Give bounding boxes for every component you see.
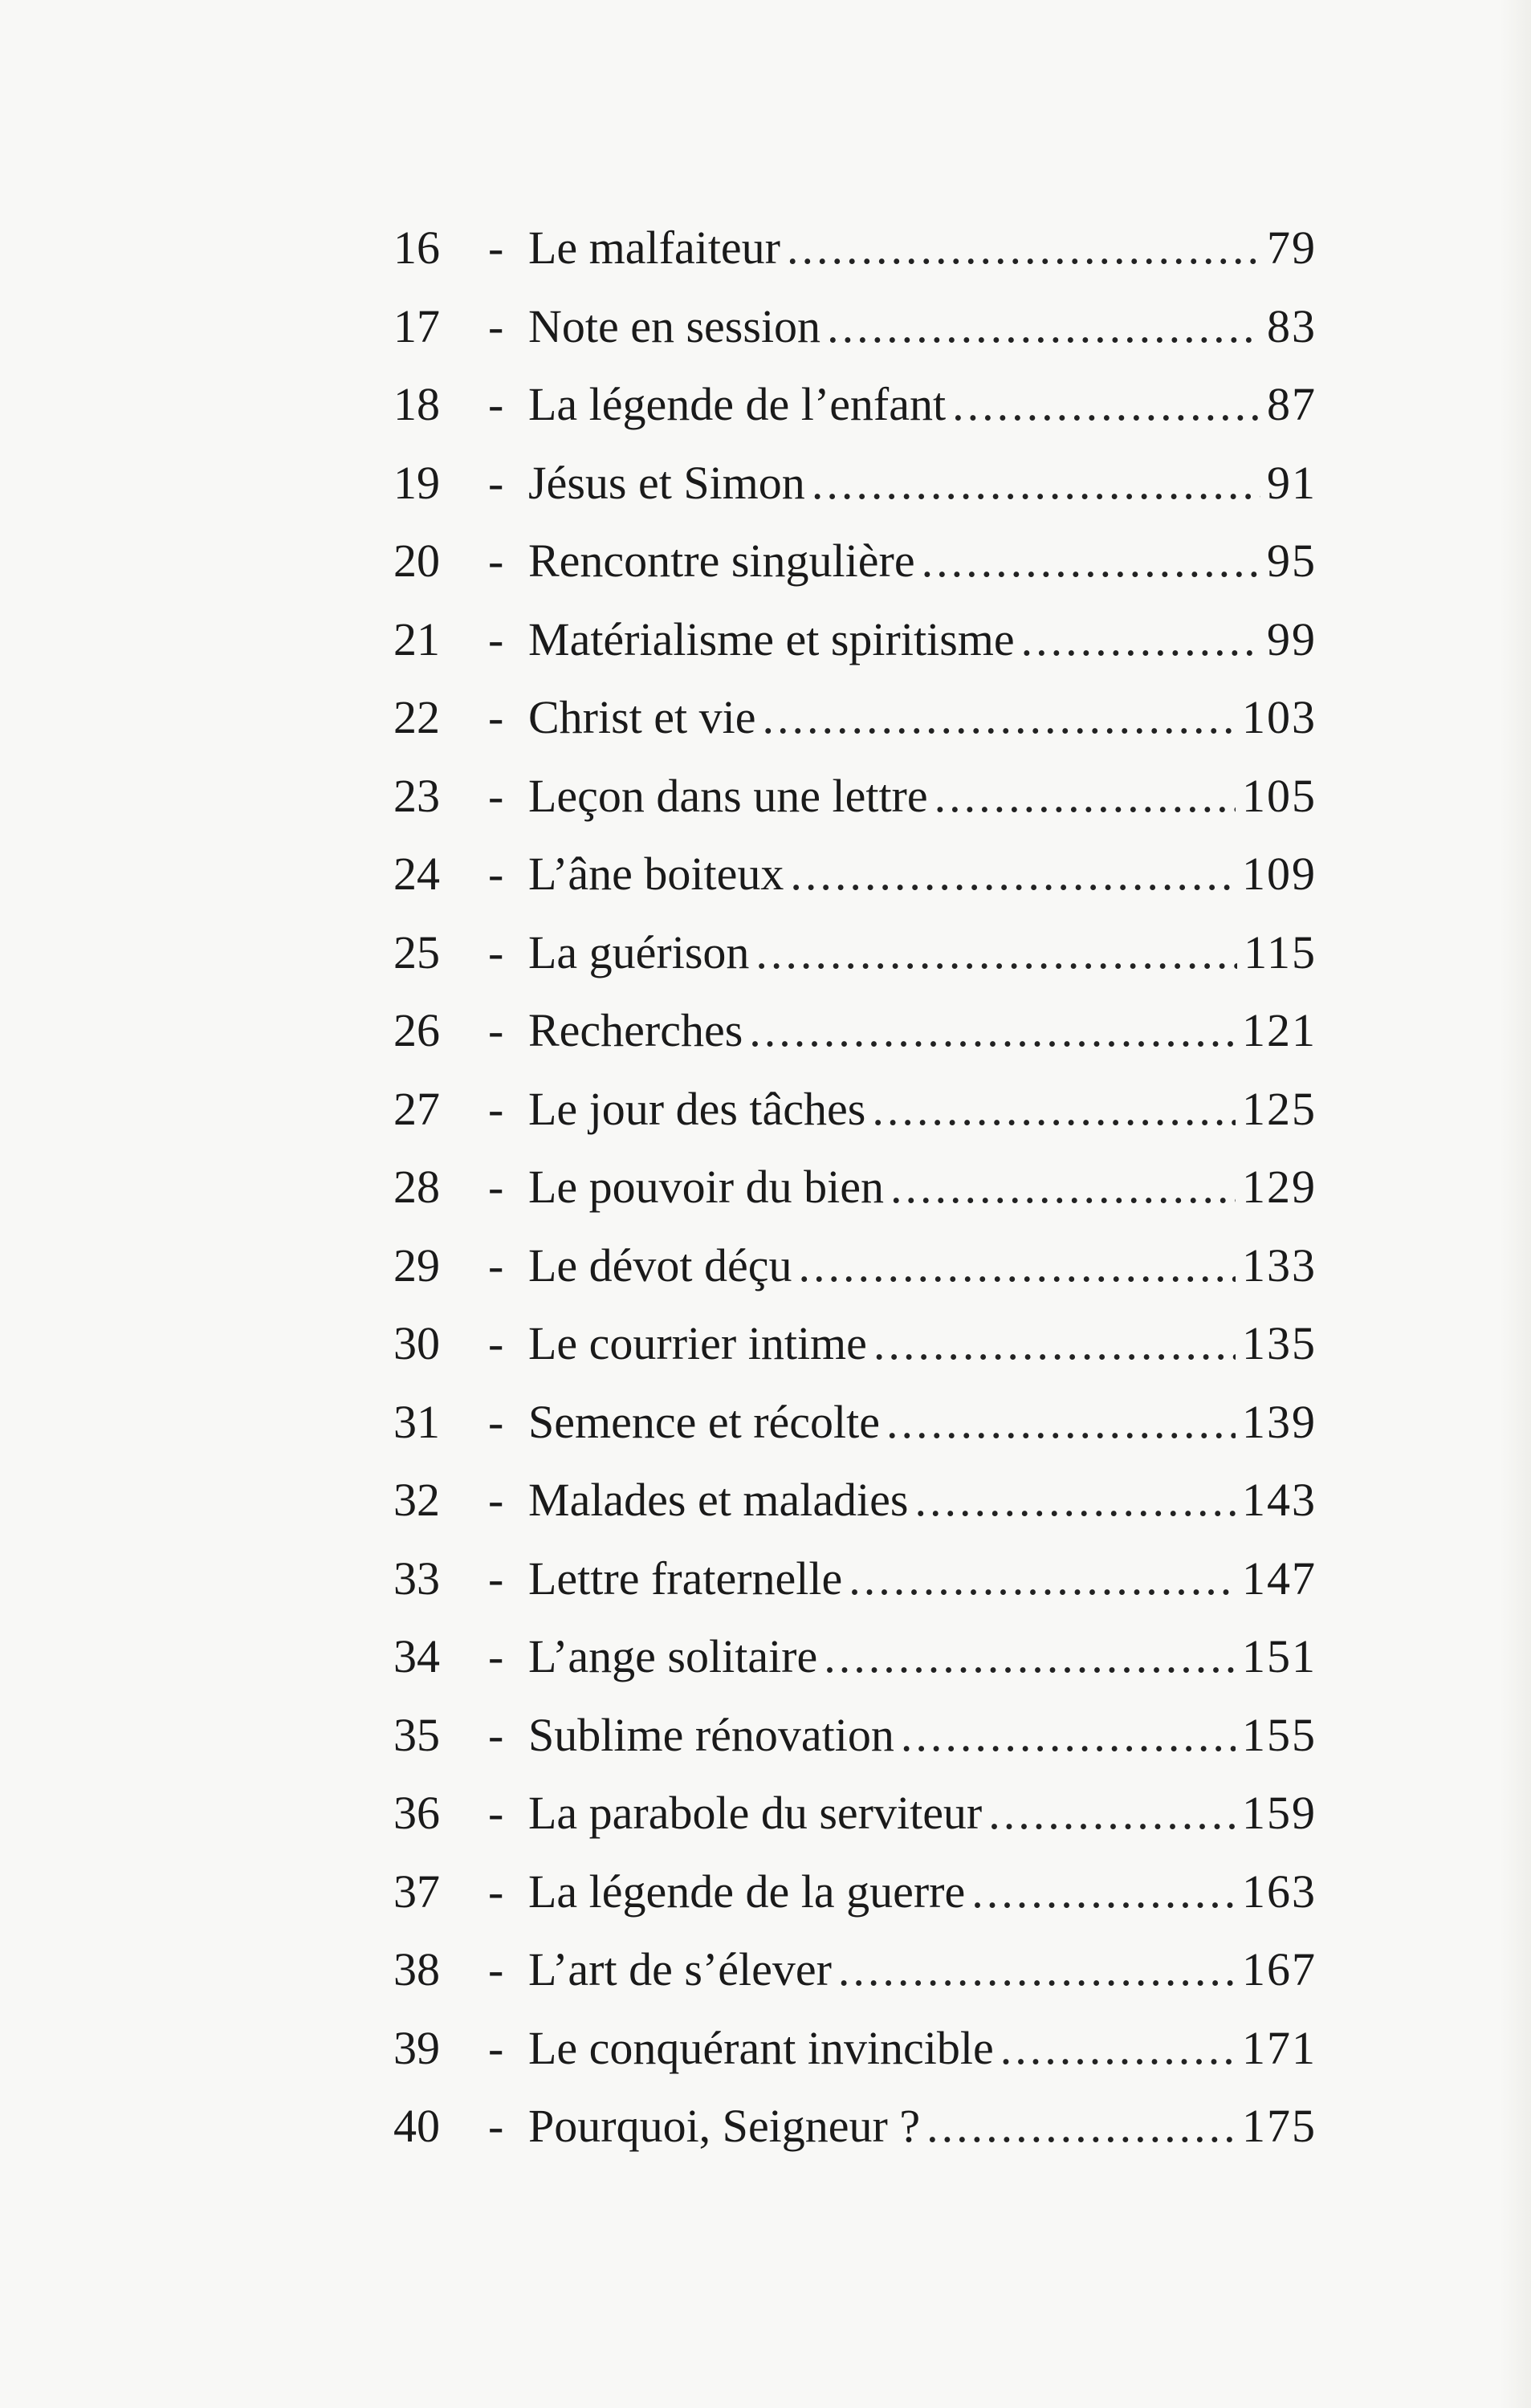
entry-page-number: 133 bbox=[1242, 1239, 1317, 1291]
toc-entry bbox=[393, 365, 1317, 444]
entry-page-number: 143 bbox=[1242, 1474, 1317, 1526]
dot-leader bbox=[824, 1617, 1236, 1696]
dot-leader bbox=[787, 209, 1260, 287]
toc-entry bbox=[393, 600, 1317, 679]
entry-separator: - bbox=[488, 2021, 504, 2074]
entry-title: Le conquérant invincible bbox=[528, 2021, 994, 2074]
entry-separator: - bbox=[488, 612, 504, 665]
entry-separator: - bbox=[488, 1943, 504, 1995]
toc-entry bbox=[393, 287, 1317, 366]
toc-entry bbox=[393, 1540, 1317, 1618]
entry-number: 35 bbox=[393, 1708, 440, 1761]
entry-page-number: 139 bbox=[1242, 1395, 1317, 1448]
entry-page-number: 95 bbox=[1267, 535, 1317, 587]
toc-entry bbox=[393, 2009, 1317, 2088]
entry-separator: - bbox=[488, 535, 504, 587]
toc-entry bbox=[393, 2087, 1317, 2166]
entry-title: Note en session bbox=[528, 299, 821, 352]
entry-page-number: 175 bbox=[1242, 2100, 1317, 2152]
toc-entry bbox=[393, 1461, 1317, 1540]
dot-leader bbox=[812, 444, 1260, 523]
entry-title: Jésus et Simon bbox=[528, 456, 805, 509]
entry-separator: - bbox=[488, 1708, 504, 1761]
entry-page-number: 79 bbox=[1267, 222, 1317, 274]
entry-page-number: 155 bbox=[1242, 1708, 1317, 1761]
toc-entry bbox=[393, 991, 1317, 1070]
entry-title: La légende de l’enfant bbox=[528, 378, 947, 430]
toc-entry bbox=[393, 1070, 1317, 1149]
entry-page-number: 135 bbox=[1242, 1317, 1317, 1369]
toc-entry bbox=[393, 522, 1317, 600]
entry-title: Recherches bbox=[528, 1004, 743, 1056]
dot-leader bbox=[952, 365, 1260, 444]
entry-page-number: 103 bbox=[1242, 691, 1317, 743]
entry-separator: - bbox=[488, 1004, 504, 1056]
dot-leader bbox=[1000, 2009, 1236, 2088]
entry-page-number: 87 bbox=[1267, 378, 1317, 430]
dot-leader bbox=[890, 1148, 1236, 1226]
table-of-contents bbox=[393, 209, 1317, 2166]
entry-separator: - bbox=[488, 1082, 504, 1135]
entry-separator: - bbox=[488, 2100, 504, 2152]
entry-number: 40 bbox=[393, 2100, 440, 2152]
entry-page-number: 147 bbox=[1242, 1552, 1317, 1605]
entry-separator: - bbox=[488, 299, 504, 352]
entry-number: 34 bbox=[393, 1630, 440, 1682]
entry-page-number: 91 bbox=[1267, 456, 1317, 509]
entry-number: 36 bbox=[393, 1787, 440, 1839]
entry-separator: - bbox=[488, 691, 504, 743]
toc-entry bbox=[393, 1853, 1317, 1931]
entry-separator: - bbox=[488, 1474, 504, 1526]
entry-number: 17 bbox=[393, 299, 440, 352]
dot-leader bbox=[926, 2087, 1236, 2166]
dot-leader bbox=[922, 522, 1260, 600]
entry-separator: - bbox=[488, 925, 504, 978]
entry-separator: - bbox=[488, 848, 504, 900]
entry-number: 28 bbox=[393, 1161, 440, 1213]
toc-entry bbox=[393, 678, 1317, 757]
dot-leader bbox=[838, 1930, 1236, 2009]
dot-leader bbox=[790, 835, 1236, 913]
entry-page-number: 105 bbox=[1242, 769, 1317, 822]
entry-separator: - bbox=[488, 1317, 504, 1369]
entry-title: L’art de s’élever bbox=[528, 1943, 832, 1995]
entry-title: Leçon dans une lettre bbox=[528, 769, 928, 822]
dot-leader bbox=[901, 1696, 1236, 1775]
entry-separator: - bbox=[488, 1161, 504, 1213]
entry-page-number: 115 bbox=[1244, 925, 1317, 978]
entry-title: La guérison bbox=[528, 925, 750, 978]
entry-separator: - bbox=[488, 1552, 504, 1605]
entry-number: 25 bbox=[393, 925, 440, 978]
dot-leader bbox=[915, 1461, 1236, 1540]
dot-leader bbox=[749, 991, 1236, 1070]
entry-title: Rencontre singulière bbox=[528, 535, 915, 587]
dot-leader bbox=[886, 1383, 1236, 1462]
entry-page-number: 125 bbox=[1242, 1082, 1317, 1135]
entry-number: 33 bbox=[393, 1552, 440, 1605]
entry-separator: - bbox=[488, 1395, 504, 1448]
entry-separator: - bbox=[488, 1239, 504, 1291]
entry-separator: - bbox=[488, 769, 504, 822]
entry-title: L’âne boiteux bbox=[528, 848, 784, 900]
entry-number: 38 bbox=[393, 1943, 440, 1995]
entry-title: Le malfaiteur bbox=[528, 222, 780, 274]
dot-leader bbox=[971, 1853, 1236, 1931]
page-edge-shadow bbox=[1499, 0, 1531, 2408]
entry-title: Christ et vie bbox=[528, 691, 756, 743]
dot-leader bbox=[872, 1070, 1236, 1149]
entry-title: La parabole du serviteur bbox=[528, 1787, 983, 1839]
toc-entry bbox=[393, 1617, 1317, 1696]
dot-leader bbox=[799, 1226, 1236, 1305]
entry-number: 18 bbox=[393, 378, 440, 430]
dot-leader bbox=[873, 1304, 1236, 1383]
entry-page-number: 159 bbox=[1242, 1787, 1317, 1839]
entry-number: 20 bbox=[393, 535, 440, 587]
toc-entry bbox=[393, 913, 1317, 992]
dot-leader bbox=[763, 678, 1236, 757]
entry-title: Le courrier intime bbox=[528, 1317, 867, 1369]
entry-page-number: 83 bbox=[1267, 299, 1317, 352]
toc-entry bbox=[393, 1930, 1317, 2009]
toc-entry bbox=[393, 1304, 1317, 1383]
entry-number: 27 bbox=[393, 1082, 440, 1135]
entry-title: Sublime rénovation bbox=[528, 1708, 894, 1761]
entry-separator: - bbox=[488, 222, 504, 274]
entry-title: L’ange solitaire bbox=[528, 1630, 818, 1682]
dot-leader bbox=[849, 1540, 1236, 1618]
entry-title: Semence et récolte bbox=[528, 1395, 880, 1448]
dot-leader bbox=[827, 287, 1260, 366]
toc-entry bbox=[393, 1383, 1317, 1462]
entry-page-number: 109 bbox=[1242, 848, 1317, 900]
entry-title: Le pouvoir du bien bbox=[528, 1161, 884, 1213]
entry-number: 21 bbox=[393, 612, 440, 665]
entry-title: Le dévot déçu bbox=[528, 1239, 792, 1291]
entry-number: 19 bbox=[393, 456, 440, 509]
entry-title: Matérialisme et spiritisme bbox=[528, 612, 1015, 665]
toc-entry bbox=[393, 1226, 1317, 1305]
entry-separator: - bbox=[488, 1630, 504, 1682]
toc-entry bbox=[393, 757, 1317, 836]
toc-entry bbox=[393, 835, 1317, 913]
toc-entry bbox=[393, 1774, 1317, 1853]
entry-number: 24 bbox=[393, 848, 440, 900]
entry-title: La légende de la guerre bbox=[528, 1865, 966, 1918]
entry-number: 32 bbox=[393, 1474, 440, 1526]
entry-number: 26 bbox=[393, 1004, 440, 1056]
entry-separator: - bbox=[488, 1787, 504, 1839]
toc-entry bbox=[393, 1696, 1317, 1775]
entry-number: 39 bbox=[393, 2021, 440, 2074]
toc-entry bbox=[393, 209, 1317, 287]
entry-number: 37 bbox=[393, 1865, 440, 1918]
entry-title: Malades et maladies bbox=[528, 1474, 909, 1526]
dot-leader bbox=[988, 1774, 1236, 1853]
entry-number: 31 bbox=[393, 1395, 440, 1448]
entry-page-number: 151 bbox=[1242, 1630, 1317, 1682]
entry-title: Le jour des tâches bbox=[528, 1082, 866, 1135]
entry-number: 16 bbox=[393, 222, 440, 274]
entry-separator: - bbox=[488, 1865, 504, 1918]
entry-title: Lettre fraternelle bbox=[528, 1552, 843, 1605]
dot-leader bbox=[934, 757, 1236, 836]
entry-page-number: 163 bbox=[1242, 1865, 1317, 1918]
entry-number: 23 bbox=[393, 769, 440, 822]
entry-separator: - bbox=[488, 378, 504, 430]
entry-page-number: 129 bbox=[1242, 1161, 1317, 1213]
entry-separator: - bbox=[488, 456, 504, 509]
entry-page-number: 167 bbox=[1242, 1943, 1317, 1995]
entry-number: 29 bbox=[393, 1239, 440, 1291]
entry-page-number: 121 bbox=[1242, 1004, 1317, 1056]
entry-number: 30 bbox=[393, 1317, 440, 1369]
toc-entry bbox=[393, 444, 1317, 523]
entry-number: 22 bbox=[393, 691, 440, 743]
dot-leader bbox=[755, 913, 1237, 992]
toc-entry bbox=[393, 1148, 1317, 1226]
entry-title: Pourquoi, Seigneur ? bbox=[528, 2100, 921, 2152]
entry-page-number: 171 bbox=[1242, 2021, 1317, 2074]
entry-page-number: 99 bbox=[1267, 612, 1317, 665]
dot-leader bbox=[1021, 600, 1260, 679]
